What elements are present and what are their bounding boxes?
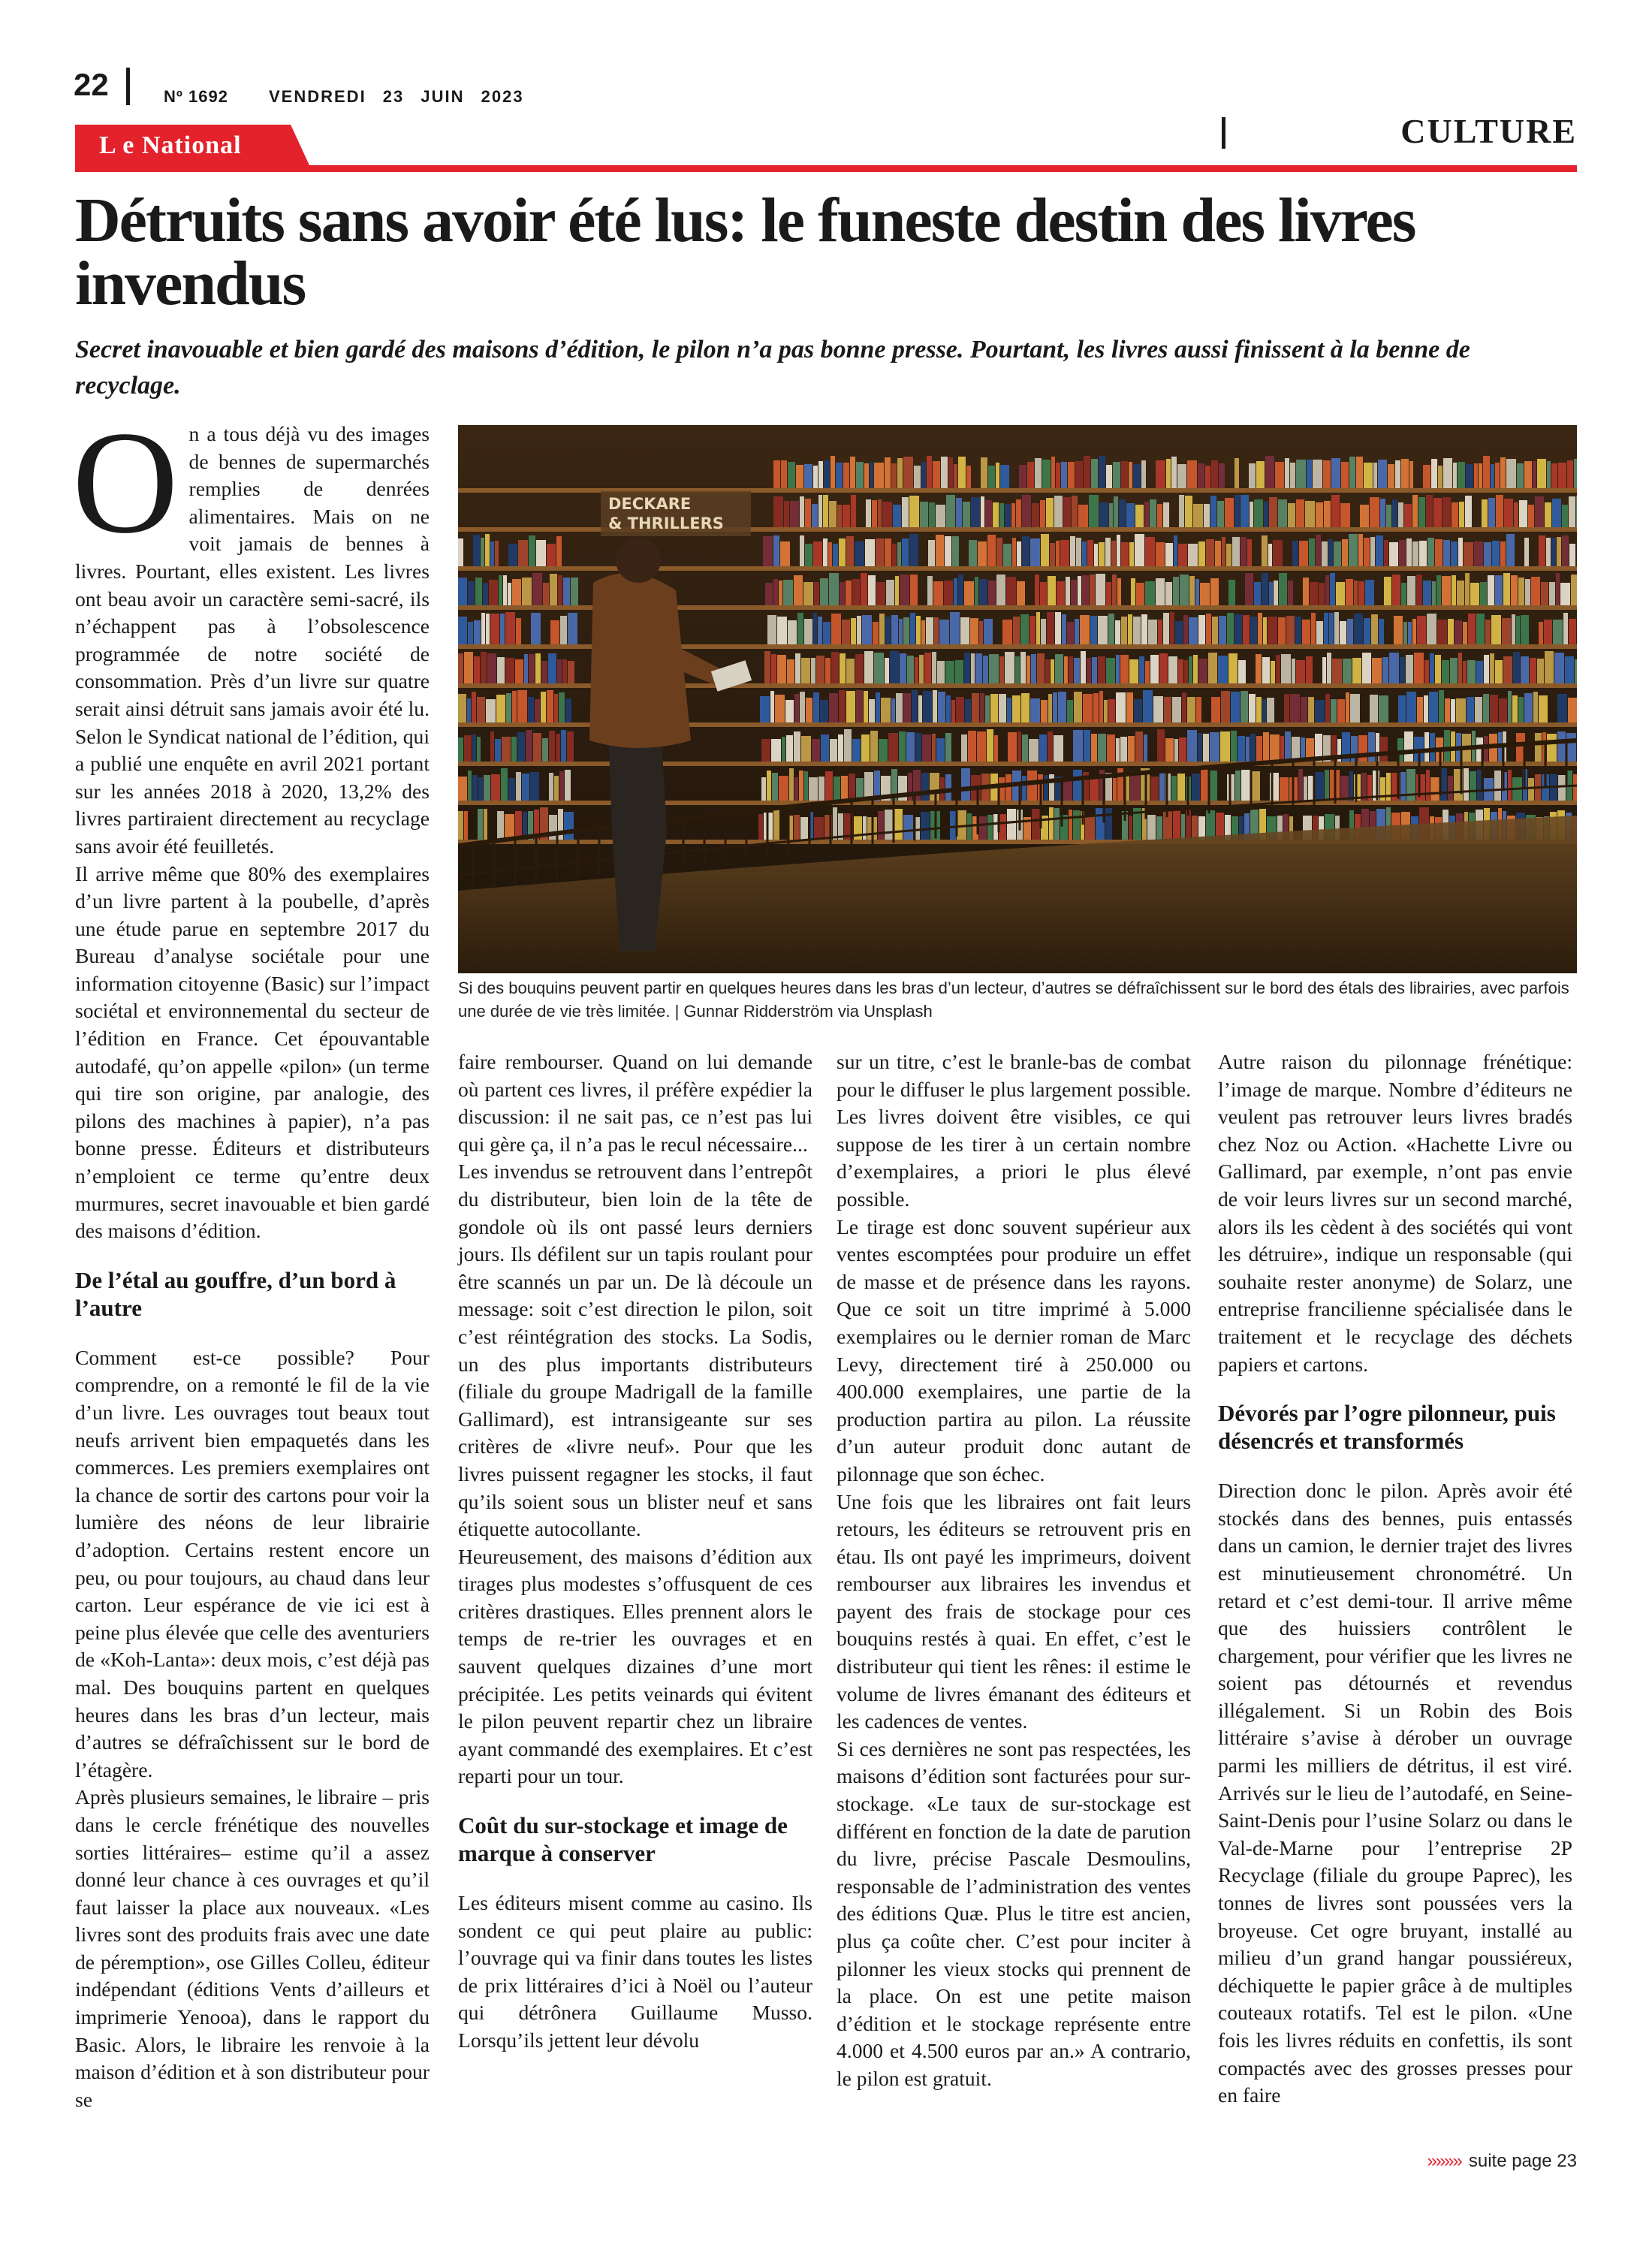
article-photo bbox=[458, 425, 1577, 973]
paragraph: Après plusieurs semaines, le libraire – pris dans le cercle frénétique des nouvelles sorties littéraires– estime qu’il a assez donné leur chance à ces ouvrages et qu’il faut laisser la place aux nouveaux. «Les livres sont des produits frais avec une date de péremption», ose Gilles Colleu, éditeur indépendant (éditions Vents d’ailleurs et imprimerie Yenooa), dans le rapport du Basic. Alors, le libraire les renvoie à la maison d’édition et à son distributeur pour se bbox=[75, 1785, 430, 2111]
article-column-1 bbox=[72, 401, 430, 2113]
paragraph: Heureusement, des maisons d’édition aux tirages plus modestes s’offusquent de ces critères drastiques. Elles prennent alors le temps de re-trier les ouvrages et en sauvent quelques dizaines d’une mort précipitée. Les petits veinards qui évitent le pilon peuvent repartir chez un libraire ayant commandé des exemplaires. Et c’est reparti pour un tour. bbox=[458, 1544, 812, 1788]
section-title: CULTURE bbox=[1400, 112, 1577, 150]
paragraph: Autre raison du pilonnage frénétique: l’image de marque. Nombre d’éditeurs ne veulent pas retrouver leurs livres bradés chez Noz ou Action. «Hachette Livre ou Gallimard, par exemple, n’ont pas envie de voir leurs livres sur un second marché, alors ils les cèdent à des sociétés qui vont les détruire», indique un responsable (qui souhaite rester anonyme) de Solarz, une entreprise francilienne spécialisée dans le traitement et le recyclage des déchets papiers et cartons. bbox=[1218, 1050, 1572, 1376]
article-column-3 bbox=[837, 1048, 1191, 2093]
paragraph: On a tous déjà vu des images de bennes de supermarchés remplies de denrées alimentaires. Mais on ne voit jamais de bennes à livres. Pourtant, elles existent. Les livres ont beau avoir un caractère semi-sacré, ils n’échappent pas à l’obsolescence programmée de notre société de consommation. Près d’un livre sur quatre serait ainsi détruit sans jamais avoir été lu. Selon le Syndicat national de l’édition, qui a publié une enquête en avril 2021 portant sur les années 2018 à 2020, 13,2% des livres partiraient directement au recyclage sans avoir été feuilletés. bbox=[72, 401, 430, 858]
continue-arrows-icon: »»»» bbox=[1427, 2151, 1461, 2171]
paragraph: sur un titre, c’est le branle-bas de combat pour le diffuser le plus largement possible. Les livres doivent être visibles, ce qui suppose de les tirer à un certain nombre d’exemplaires, a priori le plus élevé possible. bbox=[837, 1050, 1191, 1211]
page-number: 22 bbox=[74, 67, 109, 102]
paragraph: Il arrive même que 80% des exemplaires d’un livre partent à la poubelle, d’après une étude parue en septembre 2017 du Bureau d’analyse sociétale pour une information citoyenne (Basic) sur l’impact sociétal et environnemental du secteur de l’édition en France. Cet épouvantable autodafé, qu’on appelle «pilon» (un terme qui tire son origine, par analogie, des pilons des machines à papier), n’a pas bonne presse. Éditeurs et distributeurs n’emploient ce terme qu’entre deux murmures, secret inavouable et bien gardé des maisons d’édition. bbox=[75, 861, 430, 1243]
issue-date: VENDREDI 23 JUIN 2023 bbox=[269, 87, 524, 106]
article-headline: Détruits sans avoir été lus: le funeste destin des livres invendus bbox=[75, 185, 1415, 318]
paragraph: Si ces dernières ne sont pas respectées, les maisons d’édition sont facturées pour sur-stockage. «Le taux de sur-stockage est différent en fonction de la date de parution du livre, précise Pascale Desmoulins, responsable de l’administration des ventes des éditions Quæ. Plus le titre est ancien, plus ça coûte cher. C’est pour inciter à pilonner les vieux stocks qui prennent de la place. On est une petite maison d’édition et le stockage représente entre 4.000 et 4.500 euros par an.» A contrario, le pilon est gratuit. bbox=[837, 1736, 1191, 2090]
paragraph: Les éditeurs misent comme au casino. Ils sondent ce qui peut plaire au public: l’ouvrage qui va finir dans toutes les listes de prix littéraires d’ici à Noël ou l’auteur qui détrônera Guillaume Musso. Lorsqu’ils jettent leur dévolu bbox=[458, 1891, 812, 2052]
continued-on-link[interactable] bbox=[1427, 2151, 1577, 2172]
paragraph: Comment est-ce possible? Pour comprendre, on a remonté le fil de la vie d’un livre. Les ouvrages tout beaux tout neufs arrivent bien empaquetés dans les commerces. Les premiers exemplaires ont la chance de sortir des cartons pour voir la lumière des néons de leur librairie d’adoption. Certains restent encore un peu, ou pour toujours, au chaud dans leur carton. Leur espérance de vie ici est à peine plus élevée que celle des aventuriers de «Koh-Lanta»: deux mois, c’est déjà pas mal. Des bouquins partent en quelques heures dans les bras d’un lecteur, mais d’autres se défraîchissent sur le bord de l’étagère. bbox=[75, 1345, 430, 1781]
paragraph: faire rembourser. Quand on lui demande où partent ces livres, il préfère expédier la discussion: il ne sait pas, ce n’est pas lui qui gère ça, il n’a pas le recul nécessaire... bbox=[458, 1050, 812, 1156]
article-column-4 bbox=[1218, 1048, 1572, 2110]
article-standfirst: Secret inavouable et bien gardé des maisons d’édition, le pilon n’a pas bonne presse. Pourtant, les livres aussi finissent à la benne de recyclage. bbox=[75, 336, 1470, 400]
paragraph: Une fois que les libraires ont fait leurs retours, les éditeurs se retrouvent pris en étau. Ils ont payé les imprimeurs, doivent rembourser aux libraires les invendus et payent des frais de stockage pour ces bouquins restés à quai. En effet, c’est le distributeur qui tient les rênes: il estime le volume de livres émanant des éditeurs et les cadences de ventes. bbox=[837, 1489, 1191, 1733]
continued-label: suite page 23 bbox=[1468, 2151, 1577, 2171]
article-column-2 bbox=[458, 1048, 812, 2055]
section-divider bbox=[1222, 117, 1225, 149]
shelf-sign-line-1: DECKARE bbox=[608, 495, 692, 513]
paragraph: Le tirage est donc souvent supérieur aux ventes escomptées pour produire un effet de masse et de présence dans les rayons. Que ce soit un titre imprimé à 5.000 exemplaires ou le dernier roman de Marc Levy, directement tiré à 250.000 ou 400.000 exemplaires, une partie de la production partira au pilon. La réussite d’un auteur produit donc autant de pilonnage que son échec. bbox=[837, 1214, 1191, 1485]
library-bookshelves-image bbox=[458, 425, 1577, 973]
subheading: Coût du sur-stockage et image de marque à conserver bbox=[458, 1812, 788, 1867]
drop-cap: O bbox=[72, 401, 179, 564]
page-number-divider bbox=[126, 68, 130, 105]
paragraph: Les invendus se retrouvent dans l’entrepôt du distributeur, bien loin de la tête de gondole où ils ont passé leurs derniers jours. Ils défilent sur un tapis roulant pour être scannés un par un. De là découle un message: soit c’est direction le pilon, soit c’est réintégration des stocks. La Sodis, un des plus importants distributeurs (filiale du groupe Madrigall de la famille Gallimard), est intransigeante sur ses critères de «livre neuf». Pour que les livres puissent regagner les stocks, il faut qu’ils soient sous un blister neuf et sans étiquette autocollante. bbox=[458, 1160, 812, 1541]
photo-caption: Si des bouquins peuvent partir en quelques heures dans les bras d’un lecteur, d’autres se défraîchissent sur le bord des étals des librairies, avec parfois une durée de vie très limitée. | Gunnar Ridderström via Unsplash bbox=[458, 979, 1569, 1021]
brand-name: L e National bbox=[99, 131, 242, 159]
header-rule bbox=[75, 165, 1577, 172]
issue-number: Nº 1692 bbox=[164, 87, 228, 106]
paragraph: Direction donc le pilon. Après avoir été stockés dans des bennes, puis entassés dans un camion, le dernier trajet des livres est minutieusement chronométré. Un retard et c’est demi-tour. Il arrive même que des huissiers contrôlent le chargement, pour vérifier que les livres ne soient pas détournés et revendus illégalement. Si un Robin des Bois littéraire s’avise à dérober un ouvrage parmi les milliers de détritus, il est viré. Arrivés sur le lieu de l’autodafé, en Seine-Saint-Denis pour l’usine Solarz ou dans le Val-de-Marne pour l’entreprise 2P Recyclage (filiale du groupe Paprec), les tonnes de livres sont poussées vers la broyeuse. Cet ogre bruyant, installé au milieu d’un grand hangar poussiéreux, déchiquette le papier grâce à de multiples couteaux rotatifs. Tel est le pilon. «Une fois les livres réduits en confettis, ils sont compactés avec des grosses presses pour en faire bbox=[1218, 1479, 1572, 2107]
subheading: De l’étal au gouffre, d’un bord à l’autre bbox=[75, 1266, 396, 1321]
subheading: Dévorés par l’ogre pilonneur, puis désencrés et transformés bbox=[1218, 1400, 1556, 1455]
shelf-sign-line-2: & THRILLERS bbox=[608, 514, 724, 532]
